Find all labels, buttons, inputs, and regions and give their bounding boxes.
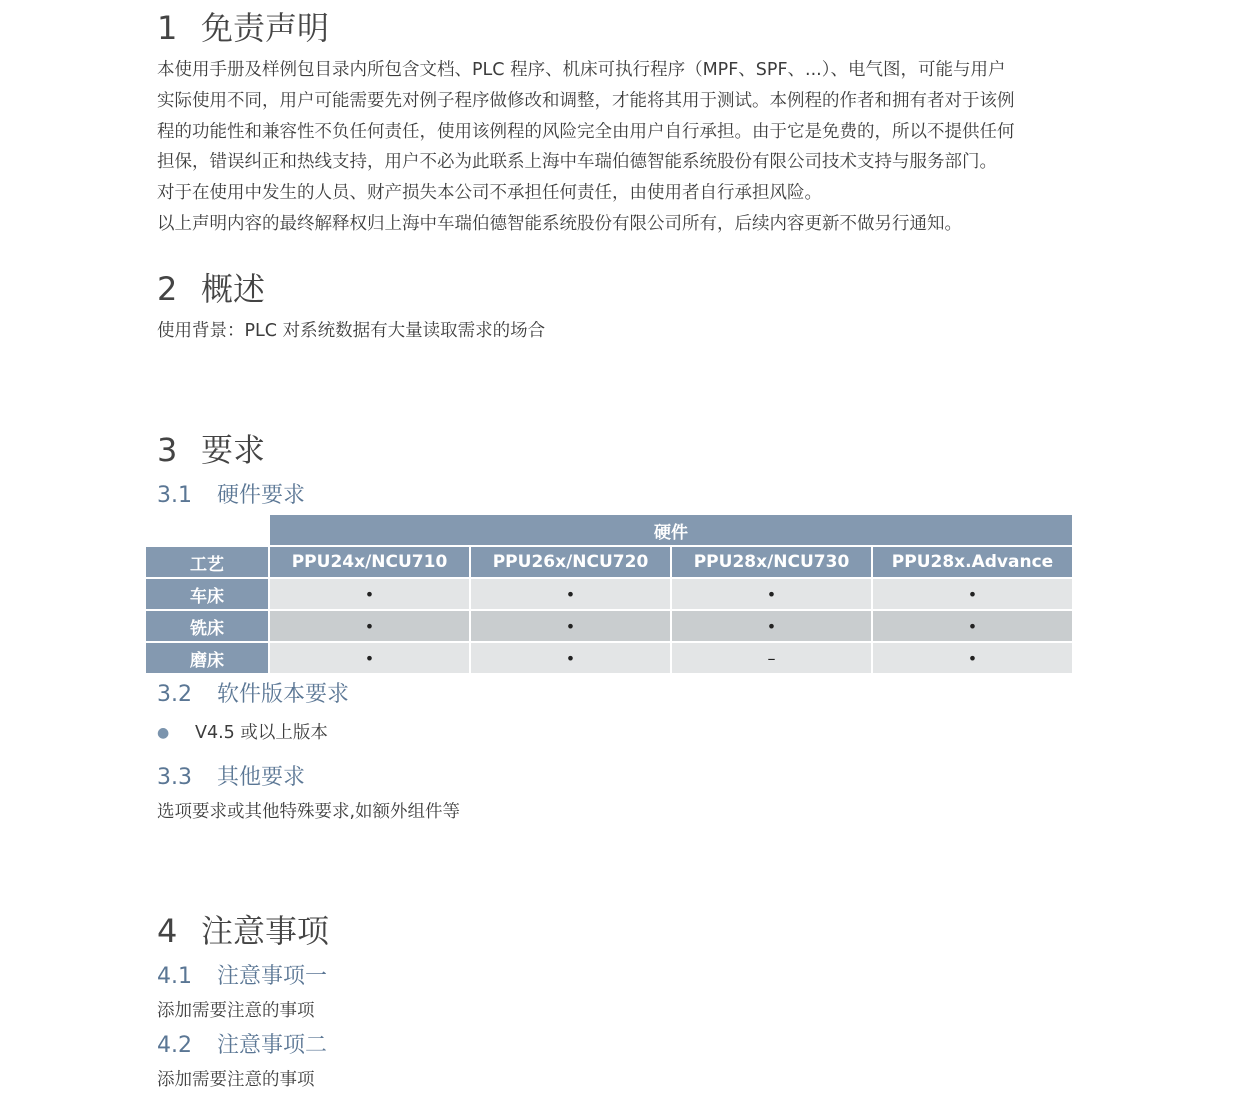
table-cell: • [270,611,469,641]
table-cell: • [270,643,469,673]
disclaimer-paragraph [157,55,1015,240]
heading-note-2 [157,1031,327,1061]
table-column-header: PPU24x/NCU710 [270,547,469,577]
software-version-bullet [157,718,328,748]
table-cell: • [672,579,871,609]
subheading-title: 其他要求 [217,765,306,790]
table-cell: • [873,643,1072,673]
heading-overview [157,269,265,309]
overview-text: 使用背景：PLC 对系统数据有大量读取需求的场合 [157,321,546,341]
table-cell: • [873,579,1072,609]
heading-other-requirements [157,763,305,793]
table-cell: • [471,643,670,673]
table-cell: • [672,611,871,641]
subheading-number: 4.1 [157,964,192,989]
subheading-number: 3.2 [157,682,192,707]
heading-hardware-requirements [157,481,305,511]
table-row-header: 磨床 [146,643,268,673]
subheading-number: 3.1 [157,483,192,508]
heading-title: 免责声明 [201,9,330,47]
subheading-number: 4.2 [157,1033,192,1058]
table-row-header: 铣床 [146,611,268,641]
subheading-title: 软件版本要求 [217,682,350,707]
table-row [146,579,1072,609]
heading-notes [157,911,329,951]
paragraph-line: 实际使用不同，用户可能需要先对例子程序做修改和调整，才能将其用于测试。本例程的作者和拥有者对于该例 [157,90,1015,111]
table-column-header: PPU28x.Advance [873,547,1072,577]
paragraph-line: 对于在使用中发生的人员、财产损失本公司不承担任何责任，由使用者自行承担风险。 [157,183,822,204]
heading-title: 注意事项 [201,912,330,950]
heading-number: 3 [157,431,178,469]
heading-software-requirements [157,680,349,710]
note-1-text: 添加需要注意的事项 [157,1001,315,1021]
table-corner-header: 工艺 [146,547,268,577]
table-cell: • [471,611,670,641]
paragraph-line: 本使用手册及样例包目录内所包含文档、PLC 程序、机床可执行程序（MPF、SPF、...）、电气图，可能与用户 [157,60,1006,80]
paragraph-line: 程的功能性和兼容性不负任何责任，使用该例程的风险完全由用户自行承担。由于它是免费的，所以不提供任何 [157,121,1015,142]
subheading-title: 注意事项二 [217,1033,328,1058]
table-cell: – [672,643,871,673]
paragraph-line: 以上声明内容的最终解释权归上海中车瑞伯德智能系统股份有限公司所有，后续内容更新不做另行通知。 [157,213,962,234]
table-row [146,611,1072,641]
table-cell: • [873,611,1072,641]
other-requirements-text: 选项要求或其他特殊要求,如额外组件等 [157,802,461,822]
table-row [146,643,1072,673]
subheading-title: 注意事项一 [217,964,328,989]
table-corner-blank [146,515,268,545]
heading-note-1 [157,962,327,992]
table-cell: • [471,579,670,609]
table-row-header: 车床 [146,579,268,609]
bullet-dot-icon: ● [157,725,170,741]
heading-number: 2 [157,270,178,308]
heading-number: 4 [157,912,178,950]
table-cell: • [270,579,469,609]
heading-disclaimer [157,8,329,48]
bullet-text: V4.5 或以上版本 [195,723,328,743]
heading-title: 概述 [201,270,266,308]
subheading-title: 硬件要求 [217,483,306,508]
hardware-requirements-table [144,513,1074,675]
paragraph-line: 担保，错误纠正和热线支持，用户不必为此联系上海中车瑞伯德智能系统股份有限公司技术支持与服务部门。 [157,152,997,173]
subheading-number: 3.3 [157,765,192,790]
note-2-text: 添加需要注意的事项 [157,1070,315,1090]
table-column-header: PPU28x/NCU730 [672,547,871,577]
table-column-header: PPU26x/NCU720 [471,547,670,577]
heading-requirements [157,430,265,470]
heading-number: 1 [157,9,178,47]
heading-title: 要求 [201,431,266,469]
table-group-header: 硬件 [270,515,1072,545]
